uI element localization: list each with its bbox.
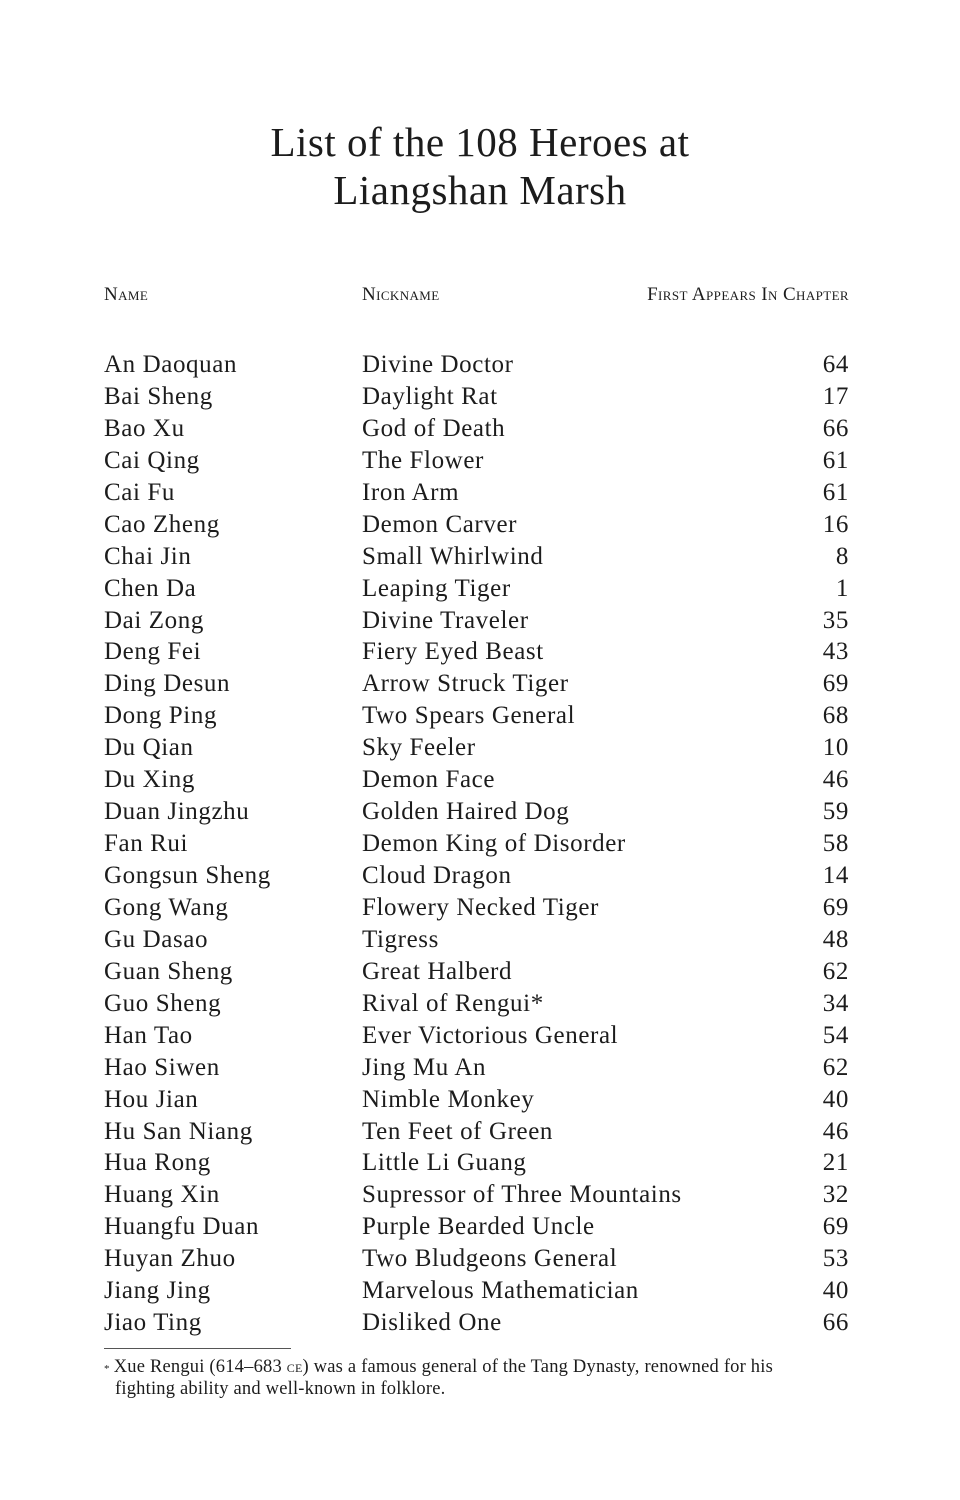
table-row [0,541,960,573]
hero-name: Han Tao [104,1021,193,1049]
table-row [0,1179,960,1211]
hero-nickname: Nimble Monkey [362,1085,535,1113]
hero-name: Jiao Ting [104,1309,202,1337]
table-row [0,1116,960,1148]
column-header-nickname: Nickname [362,284,440,305]
hero-nickname: Demon King of Disorder [362,830,626,858]
table-row [0,509,960,541]
hero-name: An Daoquan [104,351,238,378]
hero-nickname: Little Li Guang [362,1149,527,1177]
footnote-text-after: ) was a famous general of the Tang Dynasty, renowned for his [302,1357,773,1377]
hero-chapter: 17 [822,382,849,410]
hero-name: Hu San Niang [104,1117,253,1145]
table-row [0,1084,960,1116]
page-title-line-2: Liangshan Marsh [333,167,627,213]
hero-nickname: Divine Doctor [362,351,514,378]
hero-name: Guo Sheng [104,989,222,1017]
hero-name: Du Xing [104,766,196,794]
hero-chapter: 14 [822,862,849,889]
hero-chapter: 66 [822,1309,849,1337]
footnote-rule [104,1348,291,1349]
hero-nickname: Ever Victorious General [362,1021,619,1049]
footnote-marker: * [104,1363,110,1375]
table-row [0,636,960,668]
hero-nickname: God of Death [362,414,506,442]
hero-name: Hou Jian [104,1085,199,1113]
hero-name: Ding Desun [104,670,231,698]
table-row [0,413,960,445]
hero-nickname: Ten Feet of Green [362,1117,554,1145]
hero-name: Du Qian [104,734,194,762]
hero-nickname: Marvelous Mathematician [362,1277,639,1305]
hero-chapter: 62 [822,1053,849,1081]
hero-chapter: 54 [822,1021,849,1049]
hero-name: Gu Dasao [104,925,209,953]
hero-chapter: 58 [822,830,849,858]
table-row [0,1307,960,1339]
hero-chapter: 64 [822,351,849,378]
hero-chapter: 43 [822,638,849,666]
footnote-line-2: fighting ability and well-known in folklore. [115,1379,446,1399]
hero-nickname: Small Whirlwind [362,542,544,570]
hero-nickname: The Flower [362,446,484,474]
hero-nickname: Leaping Tiger [362,574,511,602]
hero-nickname: Two Bludgeons General [362,1245,618,1273]
column-header-chapter: First Appears In Chapter [647,284,849,305]
table-row [0,573,960,605]
hero-chapter: 62 [822,957,849,985]
table-row [0,1020,960,1052]
hero-chapter: 16 [822,510,849,538]
table-row [0,988,960,1020]
hero-name: Bao Xu [104,414,185,442]
hero-nickname: Cloud Dragon [362,862,512,889]
table-row [0,1052,960,1084]
table-row [0,1275,960,1307]
hero-nickname: Tigress [362,925,439,953]
hero-chapter: 32 [822,1181,849,1209]
hero-name: Bai Sheng [104,382,213,410]
hero-chapter: 53 [822,1245,849,1273]
hero-nickname: Flowery Necked Tiger [362,893,599,921]
hero-name: Cai Fu [104,478,175,506]
hero-nickname: Purple Bearded Uncle [362,1213,595,1241]
table-row [0,956,960,988]
hero-chapter: 61 [822,478,849,506]
hero-chapter: 21 [822,1149,849,1177]
table-row [0,477,960,509]
hero-name: Huyan Zhuo [104,1245,236,1273]
hero-nickname: Jing Mu An [362,1053,487,1081]
hero-name: Chen Da [104,574,197,602]
hero-name: Guan Sheng [104,957,233,985]
hero-nickname: Daylight Rat [362,382,498,410]
hero-nickname: Supressor of Three Mountains [362,1181,682,1209]
hero-chapter: 34 [822,989,849,1017]
footnote-text-before: Xue Rengui (614–683 [113,1357,282,1377]
table-row [0,1147,960,1179]
hero-table [0,349,960,1339]
table-row [0,1243,960,1275]
hero-nickname: Golden Haired Dog [362,798,570,826]
hero-nickname: Iron Arm [362,478,460,506]
table-row [0,381,960,413]
table-row [0,1211,960,1243]
hero-nickname: Sky Feeler [362,734,476,762]
hero-chapter: 59 [822,798,849,826]
hero-name: Chai Jin [104,542,192,570]
hero-chapter: 35 [822,606,849,634]
table-row [0,700,960,732]
hero-name: Cai Qing [104,446,200,474]
table-row [0,605,960,637]
hero-name: Hao Siwen [104,1053,220,1081]
hero-nickname: Great Halberd [362,957,513,985]
hero-chapter: 69 [822,670,849,698]
page-title [0,118,960,214]
table-row [0,349,960,381]
hero-chapter: 69 [822,893,849,921]
hero-name: Dai Zong [104,606,204,634]
hero-chapter: 46 [822,1117,849,1145]
hero-chapter: 10 [822,734,849,762]
table-row [0,732,960,764]
footnote-line-1 [104,1356,854,1378]
table-row [0,764,960,796]
table-row [0,892,960,924]
hero-chapter: 40 [822,1085,849,1113]
footnote [104,1356,854,1400]
hero-nickname: Rival of Rengui* [362,989,544,1017]
table-row [0,860,960,892]
table-header [0,284,960,308]
hero-nickname: Two Spears General [362,702,576,730]
hero-nickname: Divine Traveler [362,606,529,634]
table-row [0,924,960,956]
hero-chapter: 69 [822,1213,849,1241]
hero-name: Fan Rui [104,830,189,858]
hero-name: Gong Wang [104,893,229,921]
page-title-line-1: List of the 108 Heroes at [270,119,690,165]
footnote-era: ce [286,1357,303,1376]
hero-name: Jiang Jing [104,1277,211,1305]
hero-name: Duan Jingzhu [104,798,250,826]
column-header-name: Name [104,284,149,305]
hero-nickname: Fiery Eyed Beast [362,638,544,666]
hero-name: Gongsun Sheng [104,862,271,889]
hero-chapter: 61 [822,446,849,474]
hero-nickname: Arrow Struck Tiger [362,670,569,698]
hero-chapter: 66 [822,414,849,442]
hero-name: Huang Xin [104,1181,220,1209]
hero-chapter: 46 [822,766,849,794]
hero-nickname: Disliked One [362,1309,502,1337]
hero-chapter: 8 [835,542,849,570]
hero-chapter: 1 [835,574,849,602]
hero-name: Huangfu Duan [104,1213,260,1241]
hero-name: Cao Zheng [104,510,220,538]
hero-name: Dong Ping [104,702,218,730]
hero-chapter: 40 [822,1277,849,1305]
hero-name: Deng Fei [104,638,202,666]
hero-nickname: Demon Face [362,766,496,794]
hero-nickname: Demon Carver [362,510,518,538]
hero-name: Hua Rong [104,1149,211,1177]
hero-chapter: 68 [822,702,849,730]
table-row [0,796,960,828]
table-row [0,445,960,477]
table-row [0,828,960,860]
hero-chapter: 48 [822,925,849,953]
table-row [0,668,960,700]
